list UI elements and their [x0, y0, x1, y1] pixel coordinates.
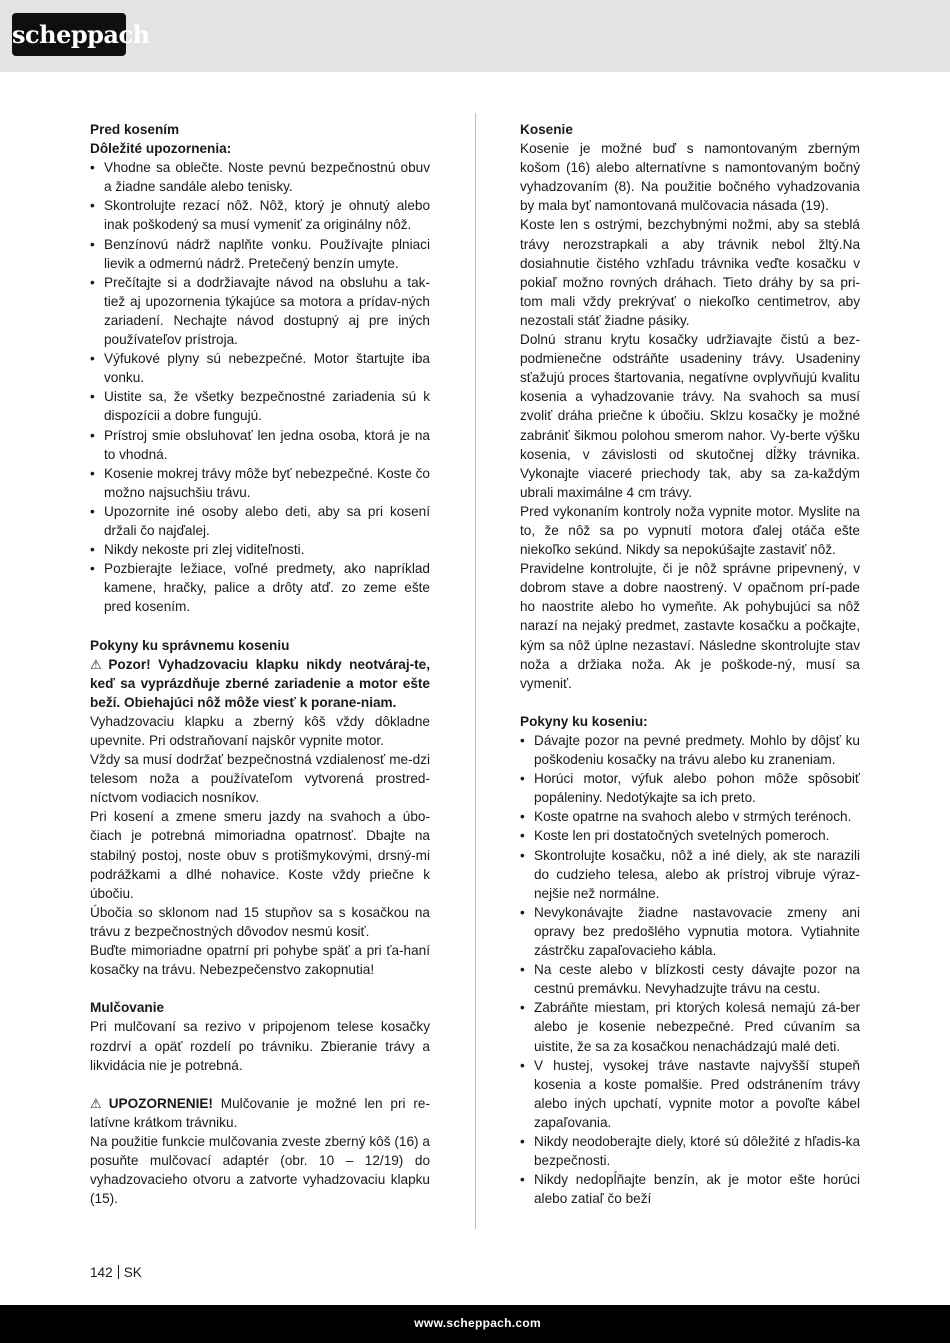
paragraph: Úbočia so sklonom nad 15 stupňov sa s kosačkou na trávu z bezpečnostných dôvodov nesmú kosiť.: [90, 904, 430, 939]
section-subtitle-upozornenia: Dôležité upozornenia:: [90, 141, 232, 157]
list-item: • Skontrolujte kosačku, nôž a iné diely, ak ste narazili do cudzieho telesa, alebo ak prístroj vibruje výraz-nejšie než normálne.: [520, 847, 860, 901]
list-item: • Horúci motor, výfuk alebo pohon môže spôsobiť popáleniny. Nedotýkajte sa ich preto.: [520, 771, 860, 806]
scheppach-logo: scheppach: [12, 13, 126, 56]
list-item: • Zabráňte miestam, pri ktorých kolesá nemajú zá-ber alebo je kosenie nebezpečné. Pred cúvaním sa uistite, že sa za kosačkou nenachádzajú malé deti.: [520, 1000, 860, 1054]
list-item: • Skontrolujte rezací nôž. Nôž, ktorý je ohnutý alebo inak poškodený sa musí vymeniť za originálny nôž.: [90, 198, 430, 233]
list-item: • Prístroj smie obsluhovať len jedna osoba, ktorá je na to vhodná.: [90, 427, 430, 462]
paragraph: Buďte mimoriadne opatrní pri pohybe späť a pri ťa-haní kosačky na trávu. Nebezpečenstvo zakopnutia!: [90, 943, 430, 978]
page-footer: [0, 1305, 950, 1343]
paragraph: Pri kosení a zmene smeru jazdy na svahoch a úbo-čiach je potrebná mimoriadna opatrnosť. Dbajte na stabilný postoj, noste obuv s protišmykovými, drsný-mi podrážkami a dlhé nohavice. Koste vždy priečne k úbočiu.: [90, 809, 430, 901]
page-number: 142 SK: [90, 1265, 142, 1280]
mulcovanie-warning: ⚠ UPOZORNENIE! Mulčovanie je možné len pri re-latívne krátkom trávniku.: [90, 1095, 430, 1130]
list-item: • Výfukové plyny sú nebezpečné. Motor štartujte iba vonku.: [90, 351, 430, 386]
section-title-pred-kosenim: Pred kosením: [90, 122, 180, 137]
list-item: • Nikdy neodoberajte diely, ktoré sú dôležité z hľadis-ka bezpečnosti.: [520, 1133, 860, 1169]
list-item: • Koste opatrne na svahoch alebo v strmých terénoch.: [520, 809, 852, 825]
section-title-mulcovanie: Mulčovanie: [90, 1000, 165, 1016]
list-item: • Prečítajte si a dodržiavajte návod na obsluhu a tak-tiež aj upozornenia týkajúce sa motora a prídav-ných zariadení. Nechajte návod dostupný aj pre iných používateľov prístroja.: [90, 274, 430, 348]
right-column: [520, 120, 860, 1208]
website-link[interactable]: www.scheppach.com: [414, 1316, 541, 1330]
list-item: • Vhodne sa oblečte. Noste pevnú bezpečnostnú obuv a žiadne sandále alebo tenisky.: [90, 160, 430, 195]
list-item: • Koste len pri dostatočných svetelných pomeroch.: [520, 828, 830, 844]
paragraph: Koste len s ostrými, bezchybnými nožmi, aby sa steblá trávy nerozstrapkali a aby trávnik nebol žltý.Na dosiahnutie čistého vzhľadu trávnika veďte kosačku v pokiaľ možno rovných dráhach. Tieto dráhy by sa pri-tom mali vždy prekrývať o niekoľko centimetrov, aby nezostali stáť žiadne pásiky.: [520, 217, 860, 328]
list-item: • Uistite sa, že všetky bezpečnostné zariadenia sú k dispozícii a dobre fungujú.: [90, 389, 430, 424]
paragraph: Na použitie funkcie mulčovania zveste zberný kôš (16) a posuňte mulčovací adaptér (obr. 10 – 12/19) do vyhadzovacieho otvoru a zatvorte vyhadzovaciu klapku (15).: [90, 1133, 430, 1207]
pred-kosenim-list: [90, 158, 430, 616]
pokyny-list: [520, 731, 860, 1208]
page-header: [0, 0, 950, 72]
list-item: • Upozornite iné osoby alebo deti, aby sa pri kosení držali čo najďalej.: [90, 503, 430, 538]
paragraph: Vždy sa musí dodržať bezpečnostná vzdialenosť me-dzi telesom noža a používateľom vytvorená prostred-níctvom vodiacich nosníkov.: [90, 752, 430, 806]
list-item: • Pozbierajte ležiace, voľné predmety, ako napríklad kamene, hračky, palice a drôty atď. zo zeme ešte pred kosením.: [90, 561, 430, 615]
paragraph: Dolnú stranu krytu kosačky udržiavajte čistú a bez-podmienečne odstráňte usadeniny trávy. Usadeniny sťažujú proces štartovania, negatívne ovplyvňujú kvalitu kosenia a vyhadzovanie trávy. Na svahoch sa musí zvoliť dráha priečne k úbočiu. Sklzu kosačky je možné zabrániť šikmou polohou smerom nahor. Vy-berte výšku kosenia, v závislosti od skutočnej dĺžky trávnika. Vykonajte viaceré priechody tak, aby sa za-každým ubrali maximálne 4 cm trávy.: [520, 332, 860, 500]
paragraph: Pravidelne kontrolujte, či je nôž správne pripevnený, v dobrom stave a dobre naostrený. V opačnom prí-pade ho naostrite alebo ho vymeňte. Ak pohybujúci sa nôž narazí na nejaký predmet, zastavte kosačku a počkajte, kým sa nôž úplne nezastaví. Následne skontrolujte stav noža a držiaka noža. Ak je poškode-ný, musí sa vymeniť.: [520, 561, 860, 691]
paragraph: Pri mulčovaní sa rezivo v pripojenom telese kosačky rozdrví a opäť rozdelí po trávniku. Zbieranie trávy a likvidácia nie je potrebná.: [90, 1019, 430, 1073]
list-item: • Na ceste alebo v blízkosti cesty dávajte pozor na cestnú premávku. Nevyhadzujte trávu na cestu.: [520, 962, 860, 997]
list-item: • Nikdy nekoste pri zlej viditeľnosti.: [90, 542, 305, 558]
list-item: • Benzínovú nádrž naplňte vonku. Používajte plniaci lievik a odmernú nádrž. Pretečený benzín umyte.: [90, 236, 430, 271]
section-title-pokyny: Pokyny ku koseniu:: [520, 713, 648, 729]
paragraph: Kosenie je možné buď s namontovaným zberným košom (16) alebo alternatívne s namontovaným bočný vyhadzovaním (8). Na použitie bočného vyhadzovania by mala byť namontovaná mulčovacia násada (19).: [520, 141, 860, 214]
list-item: • Kosenie mokrej trávy môže byť nebezpečné. Koste čo možno najsuchšiu trávu.: [90, 465, 430, 500]
list-item: • Nikdy nedopĺňajte benzín, ak je motor ešte horúci alebo zatiaľ čo beží: [520, 1172, 860, 1207]
language-code: SK: [123, 1265, 142, 1280]
paragraph: Vyhadzovaciu klapku a zberný kôš vždy dôkladne upevnite. Pri odstraňovaní najskôr vypnite motor.: [90, 713, 430, 748]
warning-label: UPOZORNENIE!: [108, 1095, 213, 1111]
list-item: • Nevykonávajte žiadne nastavovacie zmeny ani opravy bez predošlého vypnutia motora. Vytiahnite zástrčku zapaľovacieho kábla.: [520, 904, 860, 959]
warning-paragraph: ⚠ Pozor! Vyhadzovaciu klapku nikdy neotváraj-te, keď sa vyprázdňuje zberné zariadenie a motor ešte beží. Obiehajúci nôž môže viesť k poranе-niam.: [90, 656, 431, 710]
warning-triangle-icon: ⚠: [90, 1095, 106, 1111]
section-title-kosenie: Kosenie: [520, 122, 573, 137]
column-divider: [475, 113, 476, 1229]
section-title-pokyny-spravne: Pokyny ku správnemu koseniu: [90, 637, 290, 653]
list-item: • V hustej, vysokej tráve nastavte najvyšší stupeň kosenia a koste pomalšie. Pred odstránením trávy alebo iných upchatí, vypnite motor a povoľte kábel zapaľovania.: [520, 1057, 860, 1130]
warning-triangle-icon: ⚠: [90, 656, 106, 672]
left-column: [90, 120, 430, 1208]
list-item: • Dávajte pozor na pevné predmety. Mohlo by dôjsť ku poškodeniu kosačky na trávu alebo ku zraneniam.: [520, 733, 860, 768]
paragraph: Pred vykonaním kontroly noža vypnite motor. Myslite na to, že nôž sa po vypnutí motora ďalej otáča ešte niekoľko sekúnd. Nikdy sa nepokúšajte zastaviť nôž.: [520, 503, 860, 558]
